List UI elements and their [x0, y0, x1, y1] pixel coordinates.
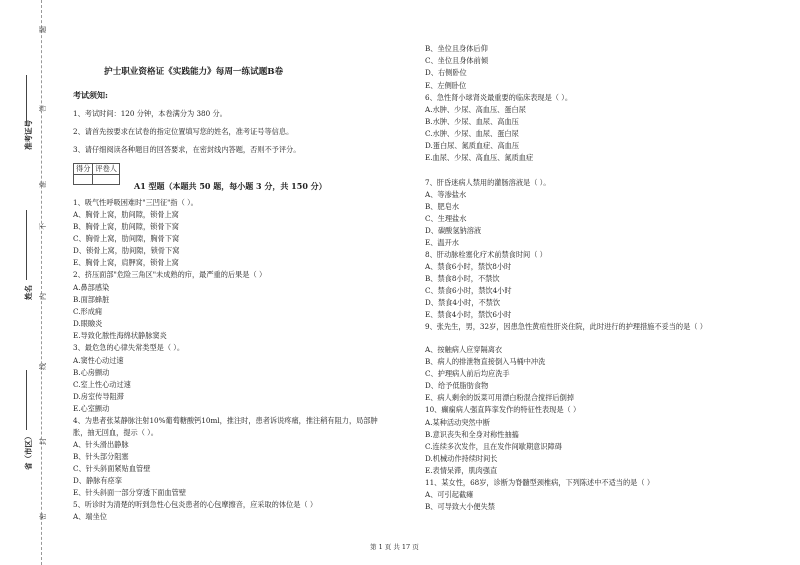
- question-line: A.水肿、少尿、高血压、蛋白尿: [425, 105, 526, 114]
- question-line: C、针头斜面紧贴血管壁: [73, 464, 151, 473]
- seal-char: 线: [39, 363, 47, 370]
- exam-number-label: 准考证号: [24, 120, 33, 150]
- question-line: C.室上性心动过速: [73, 380, 131, 389]
- question-line: E.表情呆滞，肌肉强直: [425, 466, 498, 475]
- question-line: E、病人剩余的饭菜可用漂白粉混合搅拌后倒掉: [425, 393, 574, 402]
- question-line: 3、最危急的心律失常类型是（ ）。: [73, 343, 185, 352]
- question-line: D.机械动作持续时间长: [425, 454, 498, 463]
- notice-heading: 考试须知:: [73, 90, 108, 100]
- question-line: B.水肿、少尿、血尿、高血压: [425, 117, 519, 126]
- question-line: 胀，抽无回血，提示（ ）。: [73, 428, 158, 437]
- question-line: E、禁食4小时，禁饮6小时: [425, 310, 512, 319]
- question-line: C、护理病人前后均应洗手: [425, 369, 510, 378]
- question-line: B、可导致大小便失禁: [425, 502, 495, 511]
- question-line: D、静脉有痉挛: [73, 476, 122, 485]
- question-line: E.导致化脓性海绵状静脉窦炎: [73, 331, 167, 340]
- question-line: B.意识丧失和全身对称性抽搐: [425, 430, 519, 439]
- question-line: E、左侧卧位: [425, 81, 467, 90]
- province-label: 省（市区）: [24, 432, 33, 470]
- province-line: [26, 370, 27, 430]
- score-table: [73, 163, 120, 185]
- question-line: A、按触病人应穿隔离衣: [425, 345, 503, 354]
- question-line: C.形成痈: [73, 307, 103, 316]
- question-line: E.血尿、少尿、高血压、氮质血症: [425, 153, 534, 162]
- question-line: D.房室传导阻滞: [73, 392, 124, 401]
- question-line: E.心室颤动: [73, 404, 110, 413]
- question-line: 11、某女性，68岁，诊断为脊髓型颈椎病，下列陈述中不适当的是（ ）: [425, 478, 655, 487]
- question-line: 6、急性肾小球肾炎最重要的临床表现是（ ）。: [425, 93, 573, 102]
- question-line: 1、吸气性呼吸困难时"三凹征"指（ ）。: [73, 198, 198, 207]
- seal-char: 题: [39, 26, 47, 33]
- question-line: A、等渗盐水: [425, 190, 467, 199]
- question-line: C.连续多次发作，且在发作间歇期意识障碍: [425, 442, 562, 451]
- seal-char: 内: [39, 293, 47, 300]
- question-line: D.眼瞼炎: [73, 319, 103, 328]
- question-line: E、针头斜面一部分穿透下面血管壁: [73, 488, 187, 497]
- question-line: C、胸骨上窝，肋间隙，胸骨下窝: [73, 234, 180, 243]
- seal-char: 答: [39, 105, 47, 112]
- exam-number-line: [26, 75, 27, 125]
- name-line: [26, 210, 27, 280]
- question-line: C.水肿、少尿、血尿、蛋白尿: [425, 129, 519, 138]
- question-line: 4、为患者张某静脉注射10%葡萄糖酸钙10ml，推注时，患者诉说疼痛，推注稍有阻力，局部肿: [73, 416, 378, 425]
- seal-char: 密: [39, 513, 47, 520]
- question-line: B、肥皂水: [425, 202, 460, 211]
- notice-item: 3、请仔细阅读各种题目的回答要求，在密封线内答题，否则不予评分。: [73, 145, 301, 154]
- question-line: 9、张先生，男，32岁，因患急性黄疸性肝炎住院，此时进行的护理措施不妥当的是（ ）: [425, 322, 707, 331]
- notice-item: 2、请首先按要求在试卷的指定位置填写您的姓名，准考证号等信息。: [73, 127, 294, 136]
- question-line: A.鼻部感染: [73, 283, 110, 292]
- question-line: E、温开水: [425, 238, 459, 247]
- question-line: B.心房颤动: [73, 368, 110, 377]
- question-line: B、针头部分阻塞: [73, 452, 129, 461]
- question-line: A、禁食6小时，禁饮8小时: [425, 262, 512, 271]
- question-line: B、病人的排泄物直接倒入马桶中冲洗: [425, 357, 546, 366]
- question-line: E、胸骨上窝，肩胛窝，锁骨上窝: [73, 258, 179, 267]
- question-line: D、禁食4小时，不禁饮: [425, 298, 501, 307]
- question-line: A、胸骨上窝，肋间隙，锁骨上窝: [73, 210, 179, 219]
- seal-line: [41, 0, 42, 565]
- question-line: A.窦性心动过速: [73, 356, 124, 365]
- question-line: 8、肝动脉栓塞化疗术前禁食时间（ ）: [425, 250, 547, 259]
- name-label: 姓名: [24, 285, 33, 300]
- question-line: D、碳酸氢钠溶液: [425, 226, 482, 235]
- score-input-cell[interactable]: [74, 175, 93, 185]
- question-line: 10、癫痫病人强直阵挛发作的特征性表现是（ ）: [425, 405, 581, 414]
- question-line: 7、肝昏迷病人禁用的灌肠溶液是（ ）。: [425, 178, 551, 187]
- question-line: C、坐位且身体前倾: [425, 56, 489, 65]
- seal-char: 封: [39, 438, 47, 445]
- question-line: 2、挤压面部"危险三角区"未成熟的疖，最严重的后果是（ ）: [73, 270, 267, 279]
- question-line: A、端坐位: [73, 512, 107, 521]
- exam-title: 护士职业资格证《实践能力》每周一练试题B卷: [104, 67, 284, 77]
- score-cell: 得分: [74, 164, 93, 175]
- seal-char: 不: [39, 223, 47, 230]
- grader-cell: 评卷人: [93, 164, 120, 175]
- question-line: B.面部蜂脏: [73, 295, 110, 304]
- section-heading: A1 型题（本题共 50 题，每小题 3 分，共 150 分）: [134, 181, 327, 191]
- question-line: D、给予低脂肪食物: [425, 381, 489, 390]
- question-line: A.某种活动突然中断: [425, 418, 490, 427]
- question-line: D、锁骨上窝，肋间隙，锁骨下窝: [73, 246, 180, 255]
- question-line: C、禁食6小时，禁饮4小时: [425, 286, 512, 295]
- question-line: B、禁食8小时，不禁饮: [425, 274, 500, 283]
- notice-item: 1、考试时间：120 分钟，本卷满分为 380 分。: [73, 109, 227, 118]
- question-line: 5、听诊时为清楚的听到急性心包炎患者的心包摩擦音，应采取的体位是（ ）: [73, 500, 318, 509]
- question-line: C、生理盐水: [425, 214, 467, 223]
- question-line: B、坐位且身体后仰: [425, 44, 488, 53]
- question-line: A、针头滑出静脉: [73, 440, 129, 449]
- question-line: D、右侧卧位: [425, 68, 467, 77]
- question-line: B、胸骨上窝，肋间隙，锁骨下窝: [73, 222, 179, 231]
- question-line: A、可引起截瘫: [425, 490, 474, 499]
- seal-char: 准: [39, 181, 47, 188]
- page-footer: 第 1 页 共 17 页: [370, 543, 419, 551]
- question-line: D.蛋白尿、氮质血症、高血压: [425, 141, 520, 150]
- grader-input-cell[interactable]: [93, 175, 120, 185]
